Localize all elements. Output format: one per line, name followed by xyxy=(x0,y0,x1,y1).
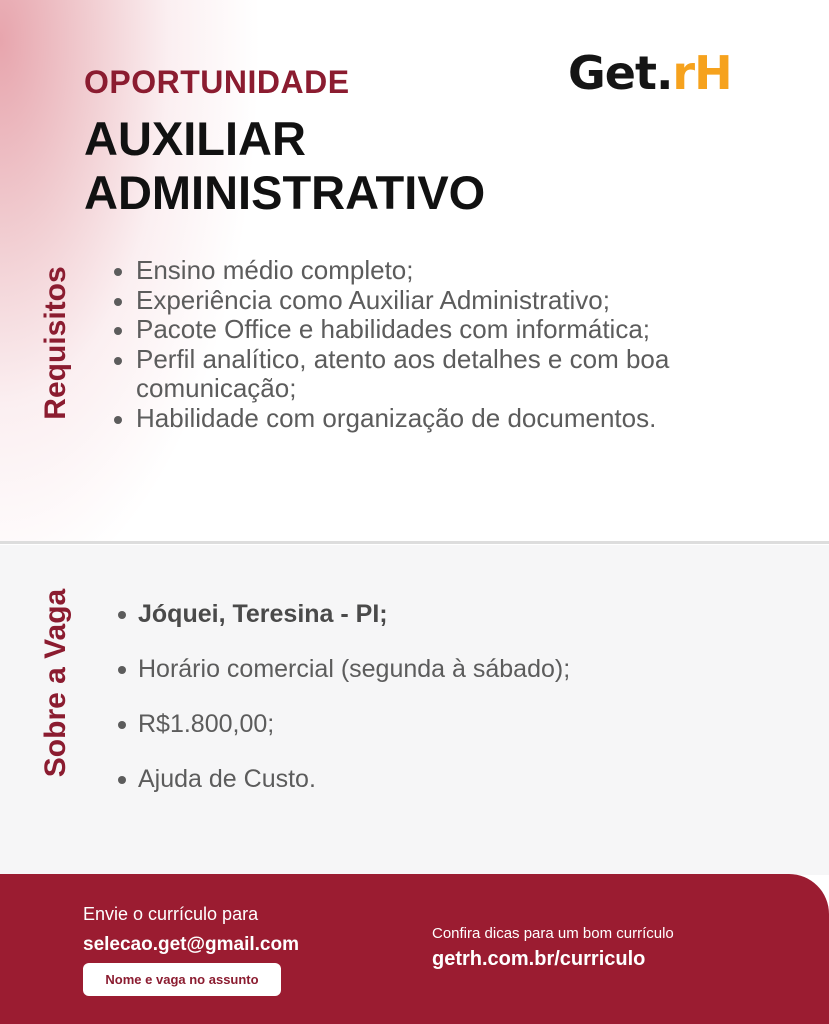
sobre-a-vaga-label: Sobre a Vaga xyxy=(39,588,72,778)
requisito-item: Habilidade com organização de documentos. xyxy=(112,404,732,434)
vaga-schedule: Horário comercial (segunda à sábado); xyxy=(116,651,756,706)
vaga-salary: R$1.800,00; xyxy=(116,706,756,761)
vaga-location: Jóquei, Teresina - PI; xyxy=(116,596,756,651)
section-divider xyxy=(0,541,829,544)
footer-tips: Confira dicas para um bom currículo xyxy=(432,925,674,942)
vaga-benefit: Ajuda de Custo. xyxy=(116,761,756,816)
vaga-list xyxy=(116,596,756,816)
footer-intro: Envie o currículo para xyxy=(83,904,259,924)
footer-email-link[interactable]: selecao.get@gmail.com xyxy=(83,934,299,955)
footer-url-link[interactable]: getrh.com.br/curriculo xyxy=(432,948,646,970)
job-title-line2: ADMINISTRATIVO xyxy=(84,166,486,219)
job-title xyxy=(84,112,485,220)
logo-text-rh: rH xyxy=(672,46,732,100)
logo-text-get: Get. xyxy=(568,46,673,100)
requisito-item: Perfil analítico, atento aos detalhes e com boa comunicação; xyxy=(112,345,732,404)
requisitos-list xyxy=(112,256,732,433)
subject-hint-badge: Nome e vaga no assunto xyxy=(83,963,281,996)
requisito-item: Experiência como Auxiliar Administrativo; xyxy=(112,286,732,316)
footer-bar xyxy=(0,874,829,1024)
requisito-item: Pacote Office e habilidades com informática; xyxy=(112,315,732,345)
requisitos-label: Requisitos xyxy=(39,266,72,420)
getrh-logo xyxy=(568,46,732,100)
oportunidade-kicker: OPORTUNIDADE xyxy=(84,64,350,100)
requisito-item: Ensino médio completo; xyxy=(112,256,732,286)
job-title-line1: AUXILIAR xyxy=(84,112,306,165)
